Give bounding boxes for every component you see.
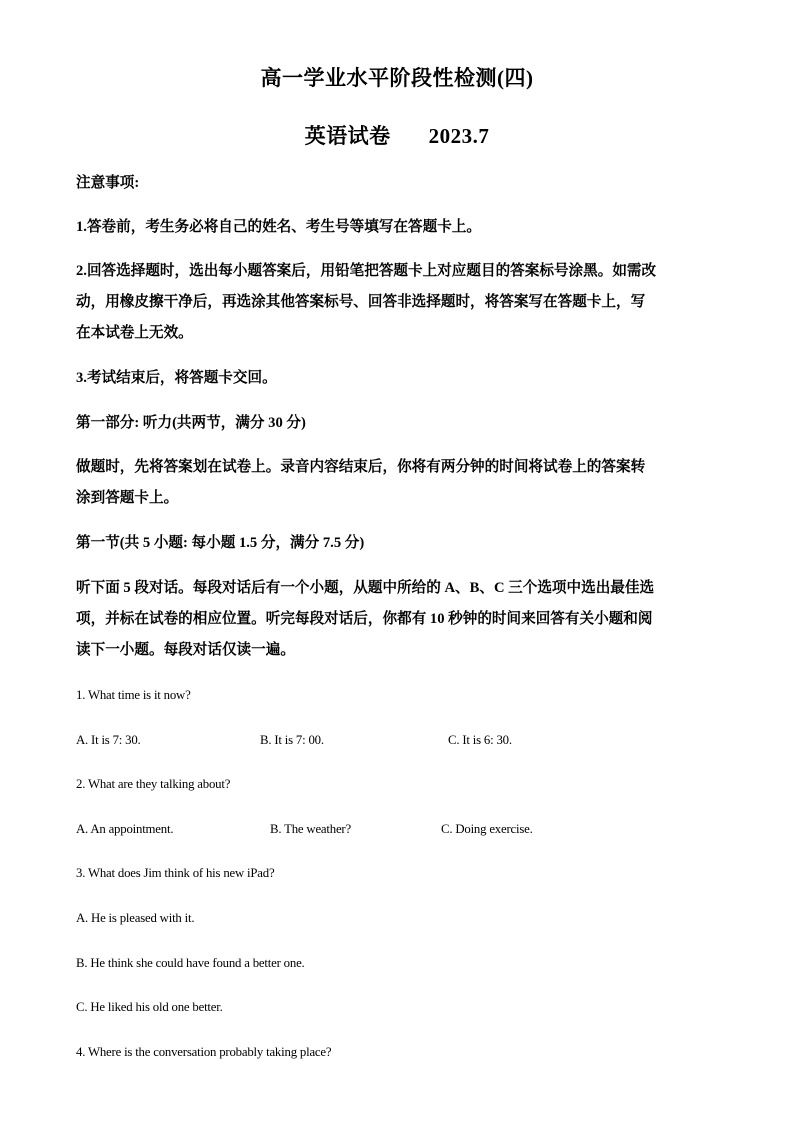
notice-item-3: 3.考试结束后，将答题卡交回。 bbox=[76, 370, 277, 386]
section1-heading: 第一节(共 5 小题: 每小题 1.5 分，满分 7.5 分) bbox=[76, 535, 365, 551]
notice-item-2-line-3: 在本试卷上无效。 bbox=[76, 325, 193, 341]
exam-subtitle bbox=[0, 120, 794, 150]
question-3-option-a: A. He is pleased with it. bbox=[76, 911, 195, 925]
part1-instruction-line-2: 涂到答题卡上。 bbox=[76, 490, 179, 506]
subject-label: 英语试卷 bbox=[304, 124, 391, 148]
notice-item-1: 1.答卷前，考生务必将自己的姓名、考生号等填写在答题卡上。 bbox=[76, 219, 481, 235]
question-3-option-b: B. He think she could have found a better one. bbox=[76, 956, 305, 970]
section1-instruction-line-2: 项，并标在试卷的相应位置。听完每段对话后，你都有 10 秒钟的时间来回答有关小题和阅 bbox=[76, 611, 653, 627]
question-1-options bbox=[76, 731, 726, 749]
question-3-stem: 3. What does Jim think of his new iPad? bbox=[76, 866, 275, 880]
exam-date: 2023.7 bbox=[428, 124, 490, 148]
notice-heading: 注意事项: bbox=[76, 175, 140, 191]
question-2-options bbox=[76, 820, 726, 838]
notice-item-2-line-2: 动，用橡皮擦干净后，再选涂其他答案标号、回答非选择题时，将答案写在答题卡上，写 bbox=[76, 294, 646, 310]
section1-instruction-line-1: 听下面 5 段对话。每段对话后有一个小题，从题中所给的 A、B、C 三个选项中选出最佳选 bbox=[76, 580, 655, 596]
question-2-option-c: C. Doing exercise. bbox=[441, 822, 533, 836]
question-2-option-b: B. The weather? bbox=[270, 822, 351, 836]
question-3-option-c: C. He liked his old one better. bbox=[76, 1000, 223, 1014]
section1-instruction-line-3: 读下一小题。每段对话仅读一遍。 bbox=[76, 642, 295, 658]
part1-heading: 第一部分: 听力(共两节，满分 30 分) bbox=[76, 415, 306, 431]
question-1-option-b: B. It is 7: 00. bbox=[260, 733, 324, 747]
question-1-option-c: C. It is 6: 30. bbox=[448, 733, 512, 747]
question-2-stem: 2. What are they talking about? bbox=[76, 777, 231, 791]
question-1-option-a: A. It is 7: 30. bbox=[76, 733, 141, 747]
question-2-option-a: A. An appointment. bbox=[76, 822, 174, 836]
question-4-stem: 4. Where is the conversation probably taking place? bbox=[76, 1045, 332, 1059]
part1-instruction-line-1: 做题时，先将答案划在试卷上。录音内容结束后，你将有两分钟的时间将试卷上的答案转 bbox=[76, 459, 646, 475]
question-1-stem: 1. What time is it now? bbox=[76, 688, 191, 702]
notice-item-2-line-1: 2.回答选择题时，选出每小题答案后，用铅笔把答题卡上对应题目的答案标号涂黑。如需改 bbox=[76, 263, 657, 279]
exam-title: 高一学业水平阶段性检测(四) bbox=[260, 66, 534, 90]
